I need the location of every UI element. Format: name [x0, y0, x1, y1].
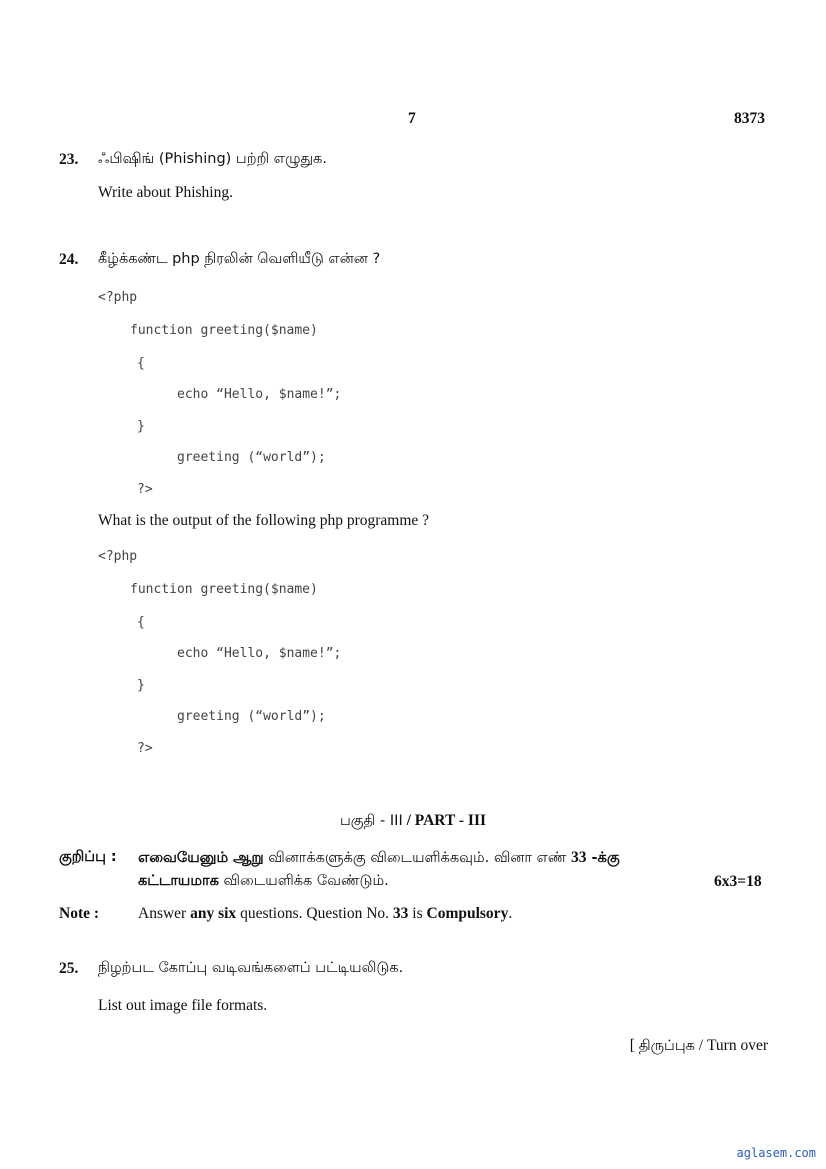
code-echo-line: echo “Hello, $name!”;	[177, 646, 342, 661]
question-24-tamil: கீழ்க்கண்ட php நிரலின் வெளியீடு என்ன ?	[98, 251, 381, 267]
question-23-english: Write about Phishing.	[98, 184, 233, 201]
note-label-tamil: குறிப்பு :	[59, 849, 117, 865]
code-function-line: function greeting($name)	[130, 582, 318, 597]
question-23-tamil: ஃபிஷிங் (Phishing) பற்றி எழுதுக.	[98, 151, 327, 167]
code-php-open: <?php	[98, 290, 138, 305]
part-heading-separator: /	[402, 812, 415, 829]
turn-over	[630, 1035, 768, 1056]
note-tamil-suffix: -க்கு	[586, 850, 620, 866]
code-brace-open: {	[137, 615, 145, 630]
part-heading	[0, 810, 826, 831]
note-en-text-3: is	[408, 905, 427, 922]
turn-over-separator: /	[694, 1037, 707, 1054]
note-tamil-line-2	[138, 873, 389, 891]
note-en-number: 33	[392, 905, 409, 922]
code-php-close: ?>	[137, 482, 153, 497]
code-function-line: function greeting($name)	[130, 323, 318, 338]
code-php-open: <?php	[98, 549, 138, 564]
question-24-english: What is the output of the following php programme ?	[98, 512, 430, 529]
marks-label: 6x3=18	[714, 873, 762, 890]
note-tamil-any-six: எவையேனும் ஆறு	[138, 850, 264, 866]
note-tamil-line-1	[138, 849, 620, 868]
question-25-english: List out image file formats.	[98, 997, 268, 1014]
note-label-english: Note :	[59, 905, 100, 922]
code-echo-line: echo “Hello, $name!”;	[177, 387, 342, 402]
note-en-any-six: any six	[190, 905, 237, 922]
note-en-text-2: questions. Question No.	[236, 905, 393, 922]
note-tamil-number: 33	[570, 849, 587, 866]
question-number-23: 23.	[59, 151, 79, 168]
code-brace-close: }	[137, 678, 145, 693]
note-tamil-text-1: வினாக்களுக்கு விடையளிக்கவும். வினா எண்	[263, 850, 571, 866]
code-php-close: ?>	[137, 741, 153, 756]
note-en-text-4: .	[508, 905, 513, 922]
question-number-24: 24.	[59, 251, 79, 268]
code-brace-close: }	[137, 419, 145, 434]
code-call-line: greeting (“world”);	[177, 709, 326, 724]
paper-code: 8373	[734, 110, 765, 127]
note-en-compulsory: Compulsory	[426, 905, 509, 922]
question-number-25: 25.	[59, 960, 79, 977]
code-call-line: greeting (“world”);	[177, 450, 326, 465]
code-brace-open: {	[137, 356, 145, 371]
turn-over-english: Turn over	[706, 1037, 768, 1054]
part-heading-tamil: பகுதி - III	[339, 813, 403, 829]
turn-over-tamil: திருப்புக	[638, 1038, 695, 1054]
question-25-tamil: நிழற்பட கோப்பு வடிவங்களைப் பட்டியலிடுக.	[98, 960, 404, 976]
note-tamil-text-2: விடையளிக்க வேண்டும்.	[218, 873, 389, 889]
note-en-text-1: Answer	[138, 905, 191, 922]
note-tamil-compulsory: கட்டாயமாக	[138, 873, 219, 889]
watermark-site: aglasem.com	[736, 1146, 816, 1160]
page-number: 7	[408, 110, 416, 127]
note-english-text	[138, 905, 512, 923]
turn-over-bracket: [	[629, 1037, 639, 1054]
part-heading-english: PART - III	[414, 812, 487, 829]
